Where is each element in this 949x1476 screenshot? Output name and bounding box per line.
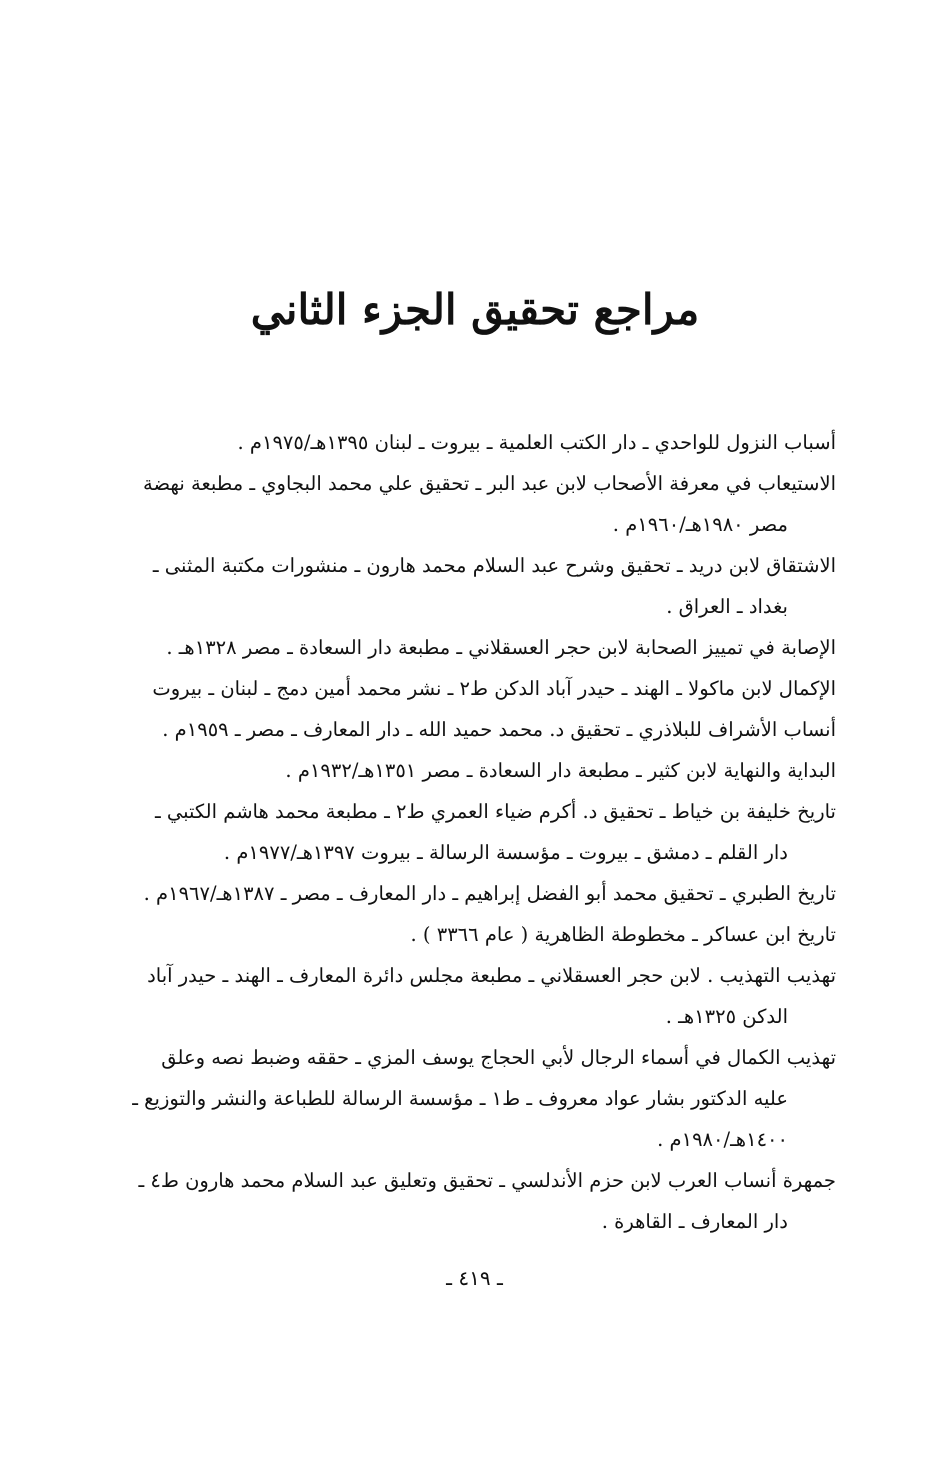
reference-entry: جمهرة أنساب العرب لابن حزم الأندلسي ـ تحقيق وتعليق عبد السلام محمد هارون ط٤ ـ دار المعارف ـ القاهرة . xyxy=(138,1169,836,1233)
page-title: مراجع تحقيق الجزء الثاني xyxy=(250,285,700,334)
reference-entry: تاريخ ابن عساكر ـ مخطوطة الظاهرية ( عام ٣٣٦٦ ) . xyxy=(410,923,836,946)
reference-entry: البداية والنهاية لابن كثير ـ مطبعة دار السعادة ـ مصر ١٣٥١هـ/١٩٣٢م . xyxy=(285,759,836,782)
reference-entry: الإصابة في تمييز الصحابة لابن حجر العسقلاني ـ مطبعة دار السعادة ـ مصر ١٣٢٨هـ . xyxy=(166,636,836,659)
reference-entry: الاشتقاق لابن دريد ـ تحقيق وشرح عبد السلام محمد هارون ـ منشورات مكتبة المثنى ـ بغداد ـ العراق . xyxy=(152,554,836,618)
reference-entry: أنساب الأشراف للبلاذري ـ تحقيق د. محمد حميد الله ـ دار المعارف ـ مصر ـ ١٩٥٩م . xyxy=(162,718,836,741)
reference-list xyxy=(126,422,836,1242)
reference-entry: تهذيب التهذيب . لابن حجر العسقلاني ـ مطبعة مجلس دائرة المعارف ـ الهند ـ حيدر آباد الدكن ١٣٢٥هـ . xyxy=(147,964,836,1028)
reference-entry: أسباب النزول للواحدي ـ دار الكتب العلمية ـ بيروت ـ لبنان ١٣٩٥هـ/١٩٧٥م . xyxy=(237,431,836,454)
reference-entry: الإكمال لابن ماكولا ـ الهند ـ حيدر آباد الدكن ط٢ ـ نشر محمد أمين دمج ـ لبنان ـ بيروت xyxy=(152,677,836,700)
page-number: ـ ٤١٩ ـ xyxy=(446,1266,503,1290)
reference-entry: تاريخ خليفة بن خياط ـ تحقيق د. أكرم ضياء العمري ط٢ ـ مطبعة محمد هاشم الكتبي ـ دار القلم ـ دمشق ـ بيروت ـ مؤسسة الرسالة ـ بيروت ١٣٩٧هـ/١٩٧٧م . xyxy=(154,800,836,864)
reference-entry: الاستيعاب في معرفة الأصحاب لابن عبد البر ـ تحقيق علي محمد البجاوي ـ مطبعة نهضة مصر ١٩٨٠هـ/١٩٦٠م . xyxy=(143,472,836,536)
reference-entry: تاريخ الطبري ـ تحقيق محمد أبو الفضل إبراهيم ـ دار المعارف ـ مصر ـ ١٣٨٧هـ/١٩٦٧م . xyxy=(143,882,836,905)
reference-entry: تهذيب الكمال في أسماء الرجال لأبي الحجاج يوسف المزي ـ حققه وضبط نصه وعلق عليه الدكتور بشار عواد معروف ـ ط١ ـ مؤسسة الرسالة للطباعة والنشر والتوزيع ـ ١٤٠٠هـ/١٩٨٠م . xyxy=(132,1046,836,1151)
